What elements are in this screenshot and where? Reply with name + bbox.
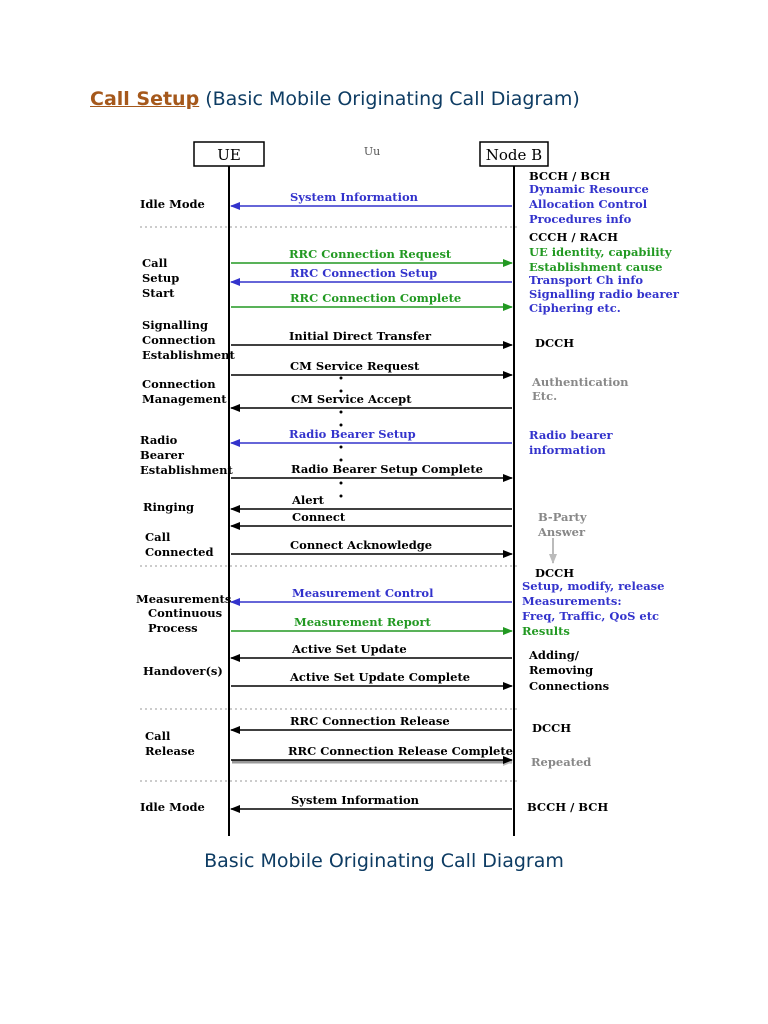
side-note: Procedures info	[529, 212, 632, 226]
stage-label: Idle Mode	[140, 800, 205, 814]
stage-label: Radio	[140, 433, 178, 447]
message-label: RRC Connection Complete	[290, 291, 462, 305]
stage-labels	[136, 197, 235, 814]
side-note: Dynamic Resource	[529, 182, 649, 196]
side-note: information	[529, 443, 606, 457]
side-note: Establishment cause	[529, 260, 663, 274]
stage-label: Connection	[142, 377, 216, 391]
stage-label: Idle Mode	[140, 197, 205, 211]
stage-label: Call	[142, 256, 168, 270]
stage-label: Signalling	[142, 318, 209, 332]
side-note: Etc.	[532, 389, 558, 403]
message-label: RRC Connection Release Complete	[288, 744, 514, 758]
side-note: Repeated	[531, 755, 592, 769]
side-note: Transport Ch info	[529, 273, 644, 287]
stage-label: Measurements	[136, 592, 232, 606]
side-note: Connections	[529, 679, 610, 693]
stage-label: Connected	[145, 545, 214, 559]
message-label: RRC Connection Request	[289, 247, 452, 261]
side-note: Setup, modify, release	[522, 579, 665, 593]
message-label: CM Service Request	[290, 359, 420, 373]
stage-label: Ringing	[143, 500, 195, 514]
message-label: RRC Connection Release	[290, 714, 450, 728]
message-label: Measurement Control	[292, 586, 434, 600]
message-label: CM Service Accept	[291, 392, 412, 406]
side-note: BCCH / BCH	[529, 169, 611, 183]
side-note: Authentication	[532, 375, 629, 389]
message-label: System Information	[291, 793, 420, 807]
message-label: Active Set Update Complete	[290, 670, 471, 684]
message-label: Active Set Update	[292, 642, 407, 656]
message-label: Connect	[292, 510, 346, 524]
side-note: Answer	[538, 525, 586, 539]
stage-label: Continuous	[148, 606, 223, 620]
nodeb-label: Node B	[485, 146, 543, 164]
stage-label: Establishment	[140, 463, 233, 477]
message-label: Connect Acknowledge	[290, 538, 433, 552]
uu-interface-label: Uu	[363, 145, 381, 158]
side-note: BCCH / BCH	[527, 800, 609, 814]
call-setup-link[interactable]: Call Setup	[90, 88, 200, 110]
stage-label: Call	[145, 530, 171, 544]
title-subtitle: (Basic Mobile Originating Call Diagram)	[205, 88, 580, 110]
side-note: DCCH	[532, 721, 572, 735]
side-note: Allocation Control	[529, 197, 648, 211]
side-note: Signalling radio bearer	[529, 287, 679, 301]
side-note: CCCH / RACH	[529, 230, 619, 244]
stage-label: Handover(s)	[143, 664, 223, 678]
stage-label: Management	[142, 392, 227, 406]
side-note: DCCH	[535, 336, 575, 350]
side-note: Results	[522, 624, 570, 638]
side-note: Radio bearer	[529, 428, 613, 442]
side-note: Freq, Traffic, QoS etc	[522, 609, 660, 623]
stage-label: Release	[145, 744, 195, 758]
message-label: RRC Connection Setup	[290, 266, 438, 280]
diagram-caption: Basic Mobile Originating Call Diagram	[204, 850, 564, 872]
message-label: Radio Bearer Setup	[289, 427, 416, 441]
nodeb-notes	[522, 169, 680, 814]
side-note: Removing	[529, 663, 594, 677]
side-note: Adding/	[529, 648, 579, 662]
side-note: Ciphering etc.	[529, 301, 621, 315]
stage-label: Establishment	[142, 348, 235, 362]
message-label: Measurement Report	[294, 615, 431, 629]
message-arrows	[231, 190, 513, 809]
stage-label: Call	[145, 729, 171, 743]
stage-label: Start	[142, 286, 175, 300]
side-note: UE identity, capability	[529, 245, 672, 259]
stage-label: Process	[148, 621, 198, 635]
message-label: Initial Direct Transfer	[289, 329, 432, 343]
message-label: Radio Bearer Setup Complete	[291, 462, 483, 476]
ue-label: UE	[217, 146, 241, 164]
stage-label: Setup	[142, 271, 180, 285]
stage-label: Bearer	[140, 448, 184, 462]
side-note: DCCH	[535, 566, 575, 580]
side-note: Measurements:	[522, 594, 622, 608]
stage-label: Connection	[142, 333, 216, 347]
message-label: System Information	[290, 190, 419, 204]
message-label: Alert	[292, 493, 324, 507]
side-note: B-Party	[538, 510, 587, 524]
